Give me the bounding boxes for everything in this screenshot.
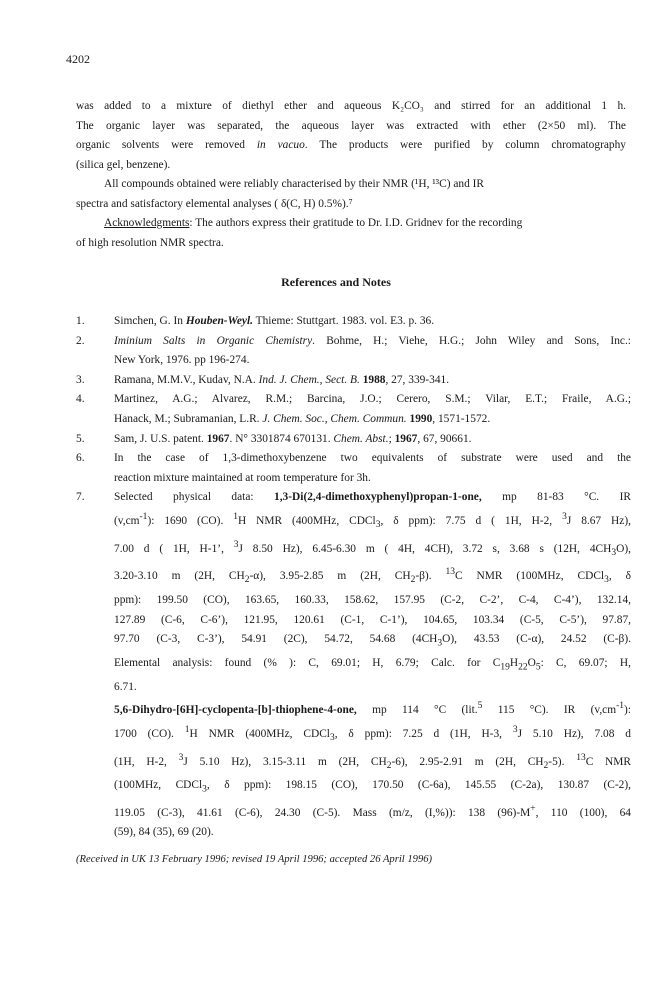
- reference-number: 6.: [76, 452, 85, 465]
- text-line: spectra and satisfactory elemental analyses ( δ(C, H) 0.5%).⁷: [76, 197, 353, 210]
- reference-line: ppm): 199.50 (CO), 163.65, 160.33, 158.62, 157.95 (C-2, C-2’, C-4, C-4’), 132.14,: [114, 593, 631, 606]
- text-line: The organic layer was separated, the aqueous layer was extracted with ether (2×50 ml). The: [76, 119, 626, 132]
- reference-line: 5,6-Dihydro-[6H]-cyclopenta-[b]-thiophene-4-one, mp 114 °C (lit.$^5$ 115 °C). IR $(v,cm^{-1})$:: [114, 701, 631, 717]
- reference-number: 4.: [76, 393, 85, 406]
- intro-paragraph: [76, 97, 626, 253]
- reference-line: (100MHz, CDCl$_3$, δ ppm): 198.15 (CO), 170.50 (C-6a), 145.55 (C-2a), 130.87 (C-2),: [114, 779, 631, 795]
- text-line: was added to a mixture of diethyl ether and aqueous K₂CO₃ and stirred for an additional 1 h.: [76, 100, 626, 112]
- reference-line: In the case of 1,3-dimethoxybenzene two equivalents of substrate were used and the: [114, 452, 631, 465]
- reference-number: 3.: [76, 373, 85, 386]
- reference-line: 119.05 (C-3), 41.61 (C-6), 24.30 (C-5). Mass (m/z, (I,%)): 138 (96)-M+, 110 (100), 64: [114, 804, 632, 819]
- reference-line: Hanack, M.; Subramanian, L.R. J. Chem. Soc., Chem. Commun. 1990, 1571-1572.: [114, 412, 491, 425]
- reference-line: 7.00 d ( 1H, H-1’, $^3$J 8.50 Hz), 6.45-6.30 m ( 4H, 4CH), 3.72 s, 3.68 s (12H, $4CH_3O$),: [114, 539, 631, 558]
- reference-item: [76, 371, 631, 391]
- received-dates: (Received in UK 13 February 1996; revised 19 April 1996; accepted 26 April 1996): [76, 854, 433, 865]
- page-number: 4202: [66, 52, 90, 66]
- reference-list: [76, 312, 631, 843]
- reference-line: Ramana, M.M.V., Kudav, N.A. Ind. J. Chem., Sect. B. 1988, 27, 339-341.: [114, 373, 450, 386]
- reference-line: 127.89 (C-6, C-6’), 121.95, 120.61 (C-1, C-1’), 104.65, 103.34 (C-5, C-5’), 97.87,: [114, 613, 631, 626]
- reference-line: Sam, J. U.S. patent. 1967. N° 3301874 670131. Chem. Abst.; 1967, 67, 90661.: [114, 432, 472, 445]
- reference-item: [76, 332, 631, 371]
- reference-line: Elemental analysis: found (% ): C, 69.01; H, 6.79; Calc. for $C_{19}H_{22}O_5$: C, 69.07; H,: [114, 657, 631, 673]
- reference-line: Selected physical data: 1,3-Di(2,4-dimethoxyphenyl)propan-1-one, mp 81-83 °C. IR: [114, 491, 631, 504]
- reference-line: (59), 84 (35), 69 (20).: [114, 826, 214, 839]
- text-line: All compounds obtained were reliably characterised by their NMR (¹H, ¹³C) and IR: [104, 178, 485, 190]
- reference-number: 7.: [76, 491, 85, 504]
- reference-number: 5.: [76, 432, 85, 445]
- reference-item: [76, 488, 631, 843]
- reference-item: [76, 449, 631, 488]
- reference-line: $(v,cm^{-1})$: 1690 (CO). $^1$H NMR (400MHz, CDCl$_3$, δ ppm): 7.75 d ( 1H, H-2, $^3$J 8.67 Hz),: [114, 511, 631, 531]
- reference-line: 6.71.: [114, 680, 137, 693]
- acknowledgments-label: Acknowledgments: [104, 217, 190, 229]
- reference-number: 1.: [76, 315, 85, 327]
- acknowledgments: Acknowledgments: The authors express their gratitude to Dr. I.D. Gridnev for the recording: [104, 217, 523, 229]
- reference-item: [76, 430, 631, 450]
- reference-line: reaction mixture maintained at room temperature for 3h.: [114, 471, 371, 484]
- reference-line: 97.70 (C-3, C-3’), 54.91 (2C), 54.72, 54.68 $(4CH_3O)$, 43.53 (C-α), 24.52 (C-β).: [114, 633, 631, 649]
- reference-item: [76, 390, 631, 429]
- reference-number: 2.: [76, 334, 85, 347]
- reference-line: Simchen, G. In Houben-Weyl. Thieme: Stuttgart. 1983. vol. E3. p. 36.: [114, 315, 435, 327]
- reference-line: Iminium Salts in Organic Chemistry. Bohme, H.; Viehe, H.G.; John Wiley and Sons, Inc.:: [114, 334, 631, 347]
- reference-line: Martinez, A.G.; Alvarez, R.M.; Barcina, J.O.; Cerero, S.M.; Vilar, E.T.; Fraile, A.G.;: [114, 393, 631, 406]
- text-line: (silica gel, benzene).: [76, 158, 171, 171]
- text-line: of high resolution NMR spectra.: [76, 236, 224, 249]
- section-heading: References and Notes: [281, 275, 391, 289]
- reference-line: New York, 1976. pp 196-274.: [114, 354, 250, 367]
- reference-line: (1H, H-2, $^3$J 5.10 Hz), 3.15-3.11 m (2H, $CH_2-6$), 2.95-2.91 m (2H, $CH_2-5$). $^{13}$C NMR: [114, 752, 631, 771]
- reference-line: 1700 (CO). $^1$H NMR (400MHz, CDCl$_3$, δ ppm): 7.25 d (1H, H-3, $^3$J 5.10 Hz), 7.08 d: [114, 724, 631, 743]
- reference-item: [76, 312, 631, 332]
- text-line: organic solvents were removed in vacuo. The products were purified by column chromatography: [76, 139, 626, 151]
- reference-line: 3.20-3.10 m (2H, $CH_2-\alpha$), 3.95-2.85 m (2H, $CH_2-\beta$). $^{13}$C NMR (100MHz, CDCl$_3$, δ: [114, 567, 631, 586]
